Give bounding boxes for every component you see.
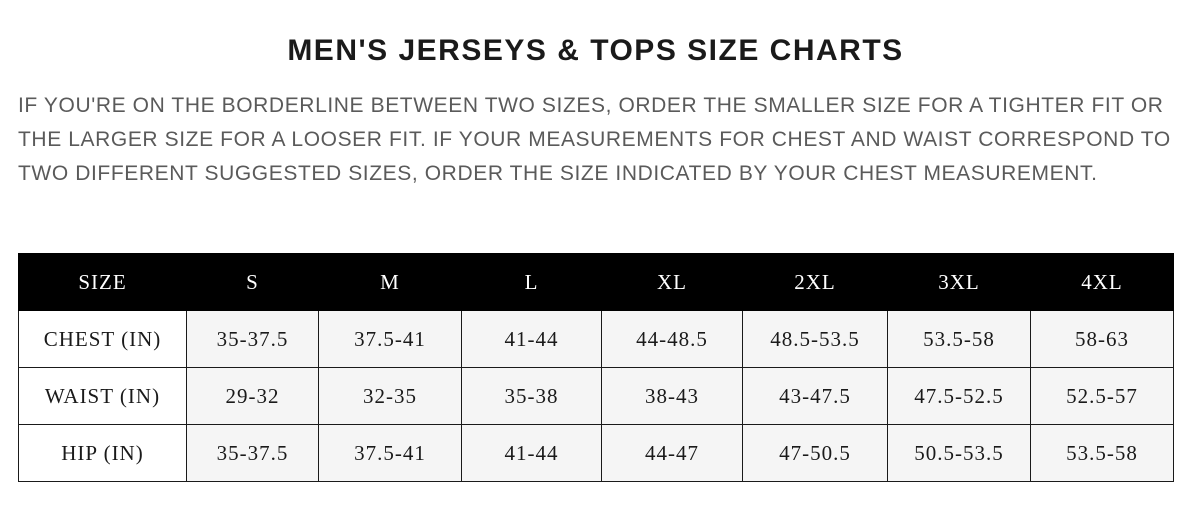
cell-hip-4xl: 53.5-58 [1031, 425, 1174, 482]
row-label-hip: HIP (IN) [19, 425, 187, 482]
column-header-4xl: 4XL [1031, 254, 1174, 311]
column-header-3xl: 3XL [888, 254, 1031, 311]
cell-waist-4xl: 52.5-57 [1031, 368, 1174, 425]
column-header-m: M [319, 254, 462, 311]
row-label-waist: WAIST (IN) [19, 368, 187, 425]
column-header-xl: XL [602, 254, 743, 311]
column-header-2xl: 2XL [743, 254, 888, 311]
cell-waist-s: 29-32 [187, 368, 319, 425]
cell-waist-3xl: 47.5-52.5 [888, 368, 1031, 425]
cell-waist-2xl: 43-47.5 [743, 368, 888, 425]
cell-waist-xl: 38-43 [602, 368, 743, 425]
cell-hip-3xl: 50.5-53.5 [888, 425, 1031, 482]
table-header-row [19, 254, 1174, 311]
cell-waist-m: 32-35 [319, 368, 462, 425]
page-title: MEN'S JERSEYS & TOPS SIZE CHARTS [287, 34, 904, 67]
cell-chest-4xl: 58-63 [1031, 311, 1174, 368]
column-header-size: SIZE [19, 254, 187, 311]
cell-chest-s: 35-37.5 [187, 311, 319, 368]
cell-hip-s: 35-37.5 [187, 425, 319, 482]
cell-waist-l: 35-38 [462, 368, 602, 425]
cell-hip-2xl: 47-50.5 [743, 425, 888, 482]
cell-hip-l: 41-44 [462, 425, 602, 482]
size-chart-table [18, 253, 1174, 482]
cell-chest-2xl: 48.5-53.5 [743, 311, 888, 368]
cell-hip-xl: 44-47 [602, 425, 743, 482]
column-header-l: L [462, 254, 602, 311]
table-row [19, 425, 1174, 482]
table-row [19, 311, 1174, 368]
table-row [19, 368, 1174, 425]
cell-chest-xl: 44-48.5 [602, 311, 743, 368]
cell-chest-m: 37.5-41 [319, 311, 462, 368]
cell-chest-3xl: 53.5-58 [888, 311, 1031, 368]
cell-chest-l: 41-44 [462, 311, 602, 368]
size-chart-table-container [18, 253, 1173, 482]
row-label-chest: CHEST (IN) [19, 311, 187, 368]
column-header-s: S [187, 254, 319, 311]
intro-paragraph: IF YOU'RE ON THE BORDERLINE BETWEEN TWO SIZES, ORDER THE SMALLER SIZE FOR A TIGHTER FIT OR THE LARGER SIZE FOR A LOOSER FIT. IF YOUR MEASUREMENTS FOR CHEST AND WAIST CORRESPOND TO TWO DIFFERENT SUGGESTED SIZES, ORDER THE SIZE INDICATED BY YOUR CHEST MEASUREMENT. [18, 94, 1171, 186]
cell-hip-m: 37.5-41 [319, 425, 462, 482]
